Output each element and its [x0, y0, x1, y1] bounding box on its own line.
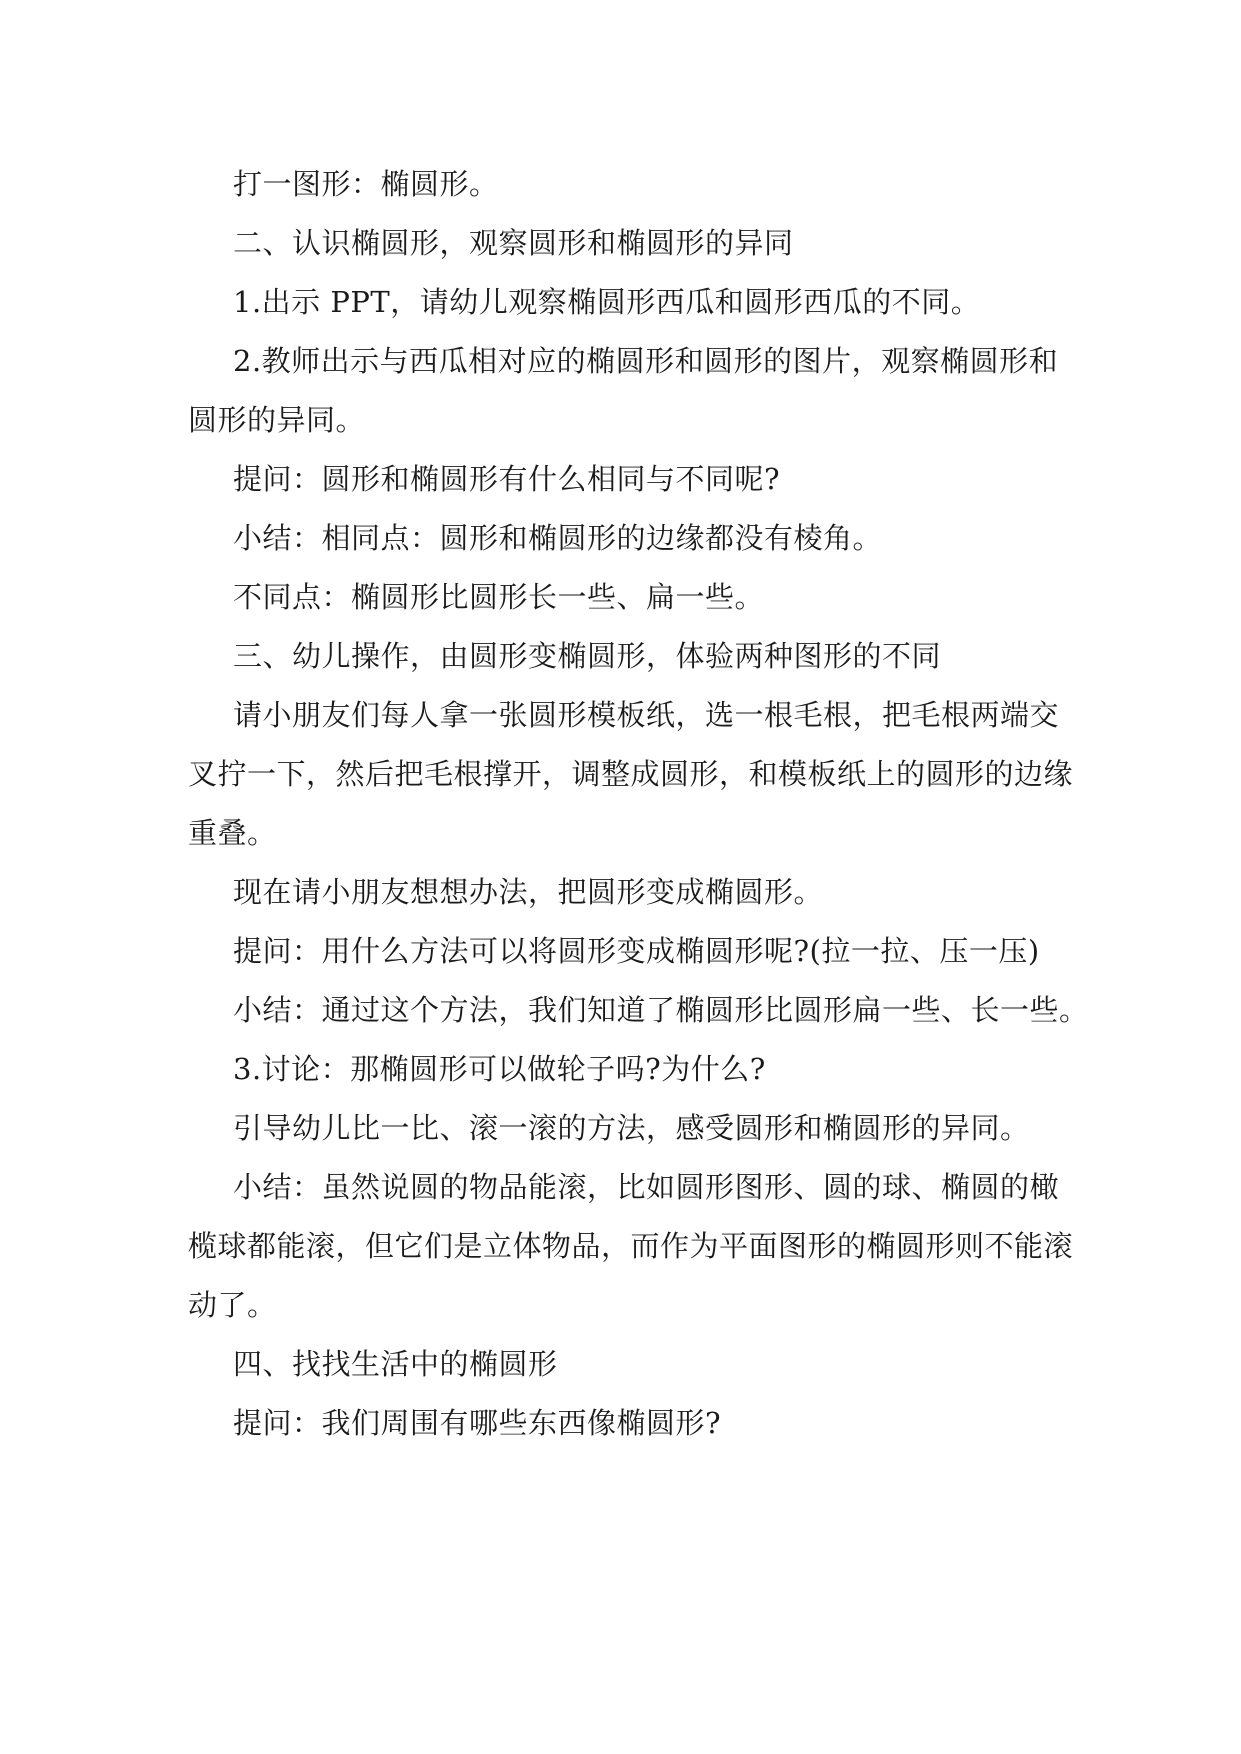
text-line-guess-shape: 打一图形：椭圆形。: [233, 167, 499, 201]
section-heading-4: 四、找找生活中的椭圆形: [233, 1347, 558, 1381]
text-line-summary-3-end: 动了。: [188, 1288, 277, 1322]
text-line-step-1: 1.出示 PPT，请幼儿观察椭圆形西瓜和圆形西瓜的不同。: [233, 285, 981, 319]
text-line-summary-2: 小结：通过这个方法，我们知道了椭圆形比圆形扁一些、长一些。: [233, 993, 1089, 1027]
text-line-summary-1: 小结：相同点：圆形和椭圆形的边缘都没有棱角。: [233, 521, 883, 555]
text-line-activity: 请小朋友们每人拿一张圆形模板纸，选一根毛根，把毛根两端交: [233, 698, 1060, 732]
text-line-question-1: 提问：圆形和椭圆形有什么相同与不同呢?: [233, 462, 781, 496]
text-line-step-3: 3.讨论：那椭圆形可以做轮子吗?为什么?: [233, 1052, 766, 1086]
section-heading-2: 二、认识椭圆形，观察圆形和椭圆形的异同: [233, 226, 794, 260]
section-heading-3: 三、幼儿操作，由圆形变椭圆形，体验两种图形的不同: [233, 639, 942, 673]
text-line-difference: 不同点：椭圆形比圆形长一些、扁一些。: [233, 580, 765, 614]
text-line-question-3: 提问：我们周围有哪些东西像椭圆形?: [233, 1406, 722, 1440]
text-line-activity-cont: 叉拧一下，然后把毛根撑开，调整成圆形，和模板纸上的圆形的边缘: [188, 757, 1074, 791]
text-line-step-2: 2.教师出示与西瓜相对应的椭圆形和圆形的图片，观察椭圆形和: [233, 344, 1059, 378]
text-line-instruction: 现在请小朋友想想办法，把圆形变成椭圆形。: [233, 875, 824, 909]
text-line-summary-3: 小结：虽然说圆的物品能滚，比如圆形图形、圆的球、椭圆的橄: [233, 1170, 1060, 1204]
text-line-summary-3-cont: 榄球都能滚，但它们是立体物品，而作为平面图形的椭圆形则不能滚: [188, 1229, 1074, 1263]
text-line-guide: 引导幼儿比一比、滚一滚的方法，感受圆形和椭圆形的异同。: [233, 1111, 1030, 1145]
text-line-step-2-cont: 圆形的异同。: [188, 403, 366, 437]
text-line-activity-end: 重叠。: [188, 816, 277, 850]
text-line-question-2: 提问：用什么方法可以将圆形变成椭圆形呢?(拉一拉、压一压): [233, 934, 1040, 968]
